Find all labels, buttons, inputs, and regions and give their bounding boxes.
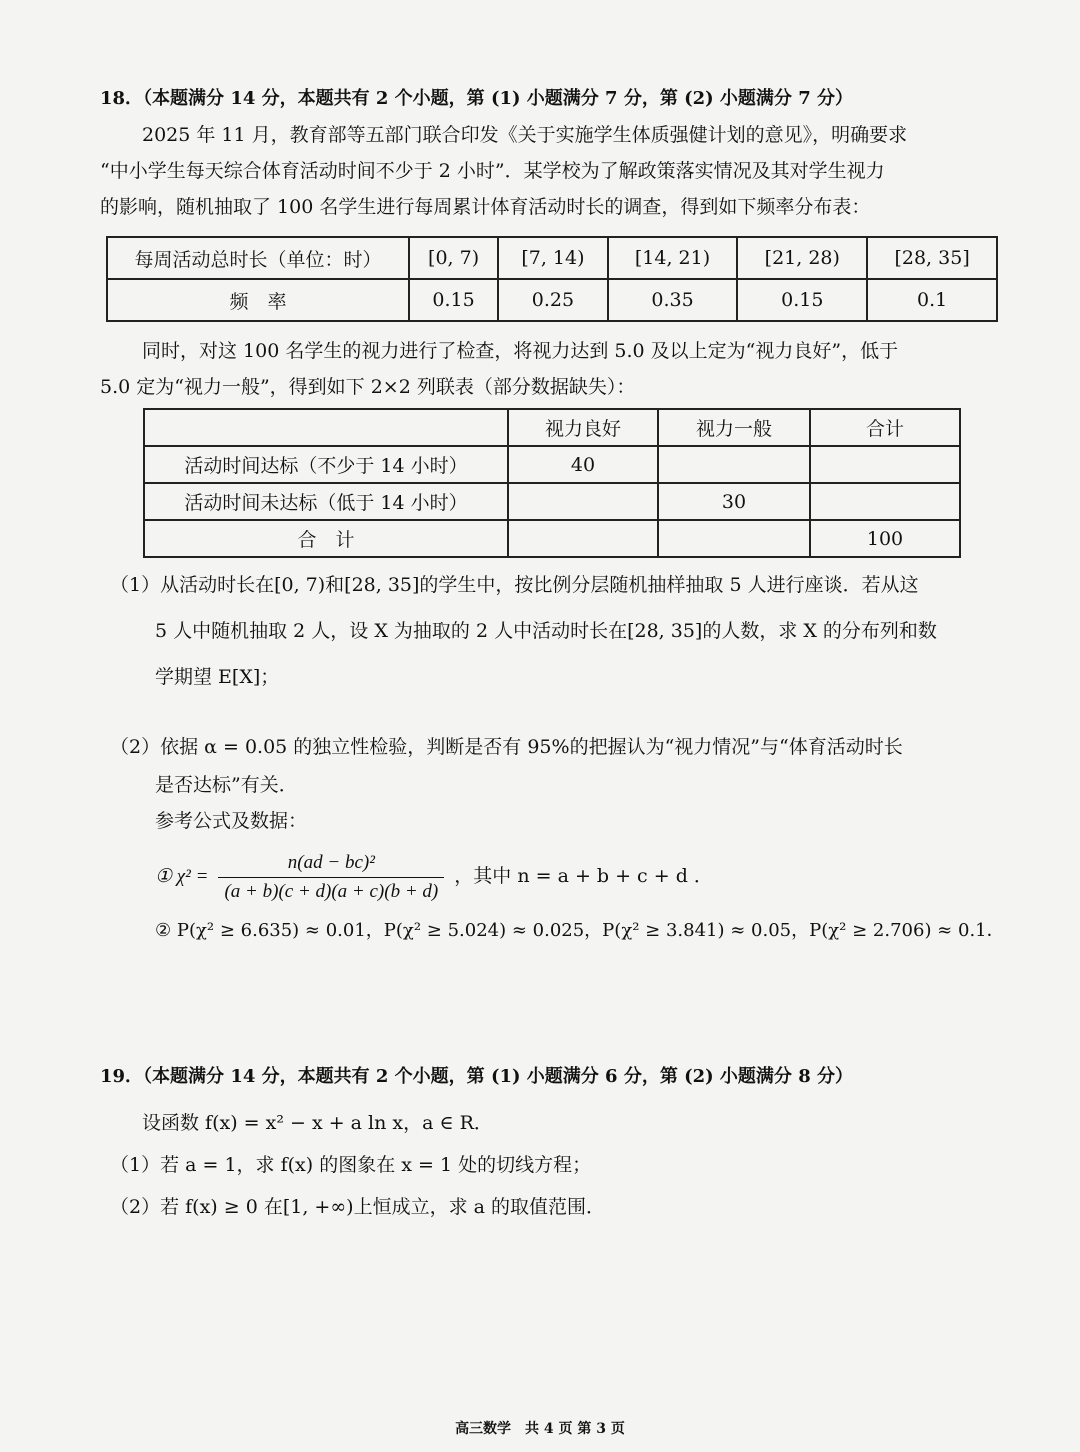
q18-mid-line1: 同时，对这 100 名学生的视力进行了检查，将视力达到 5.0 及以上定为“视力良好”，低于 [142,340,899,362]
contingency-col-header: 视力良好 [508,409,658,446]
contingency-cell [508,520,658,557]
contingency-cell [658,520,810,557]
chi-square-formula [155,848,713,905]
frequency-table-row-frequency [107,279,997,321]
frequency-cell: 0.25 [498,279,607,321]
frequency-table-row-intervals [107,237,997,279]
q18-intro-line1: 2025 年 11 月，教育部等五部门联合印发《关于实施学生体质强健计划的意见》，明确要求 [142,124,908,146]
contingency-cell [810,483,960,520]
q19-header: 19．（本题满分 14 分，本题共有 2 个小题，第 (1) 小题满分 6 分，第 (2) 小题满分 8 分） [100,1066,853,1087]
contingency-table [143,408,961,558]
contingency-cell [810,446,960,483]
frequency-table-header-duration: 每周活动总时长（单位：时） [107,237,409,279]
interval-cell: [7, 14) [498,237,607,279]
frequency-cell: 0.35 [608,279,738,321]
contingency-col-header: 视力一般 [658,409,810,446]
contingency-corner-cell [144,409,508,446]
contingency-cell [508,483,658,520]
contingency-row-label: 活动时间达标（不少于 14 小时） [144,446,508,483]
interval-cell: [0, 7) [409,237,498,279]
interval-cell: [21, 28) [737,237,867,279]
q18-part1-line3: 学期望 E[X]； [155,666,280,688]
frequency-cell: 0.15 [409,279,498,321]
contingency-cell [658,446,810,483]
contingency-row-total [144,520,960,557]
contingency-header-row [144,409,960,446]
contingency-col-header: 合计 [810,409,960,446]
q18-intro-line2: “中小学生每天综合体育活动时间不少于 2 小时”．某学校为了解政策落实情况及其对学生视力 [100,160,885,182]
formula-suffix: ，其中 n = a + b + c + d ． [454,865,713,887]
q18-part2-line1: （2）依据 α = 0.05 的独立性检验，判断是否有 95%的把握认为“视力情况”与“体育活动时长 [110,736,903,758]
q19-part2: （2）若 f(x) ≥ 0 在[1, +∞)上恒成立，求 a 的取值范围． [110,1196,605,1218]
frequency-cell: 0.1 [867,279,997,321]
frequency-table-header-frequency: 频 率 [107,279,409,321]
probability-data: ② P(χ² ≥ 6.635) ≈ 0.01，P(χ² ≥ 5.024) ≈ 0.025，P(χ² ≥ 3.841) ≈ 0.05，P(χ² ≥ 2.706) ≈ 0.1． [155,920,1005,941]
contingency-row-label: 合 计 [144,520,508,557]
formula-prefix: ① χ² = [155,866,209,887]
contingency-row [144,483,960,520]
contingency-row-label: 活动时间未达标（低于 14 小时） [144,483,508,520]
q19-part1: （1）若 a = 1，求 f(x) 的图象在 x = 1 处的切线方程； [110,1154,592,1176]
frequency-table [106,236,998,322]
contingency-row [144,446,960,483]
formula-numerator: n(ad − bc)² [218,851,444,878]
q18-intro-line3: 的影响，随机抽取了 100 名学生进行每周累计体育活动时长的调查，得到如下频率分布表： [100,196,871,218]
q18-header: 18．（本题满分 14 分，本题共有 2 个小题，第 (1) 小题满分 7 分，第 (2) 小题满分 7 分） [100,88,853,109]
q18-part1-line1: （1）从活动时长在[0, 7)和[28, 35]的学生中，按比例分层随机抽样抽取 5 人进行座谈．若从这 [110,574,919,596]
contingency-cell: 40 [508,446,658,483]
formula-fraction [218,851,444,904]
q18-part1-line2: 5 人中随机抽取 2 人，设 X 为抽取的 2 人中活动时长在[28, 35]的人数，求 X 的分布列和数 [155,620,937,642]
q19-intro: 设函数 f(x) = x² − x + a ln x，a ∈ R． [142,1112,493,1134]
formula-denominator: (a + b)(c + d)(a + c)(b + d) [224,880,439,902]
reference-title: 参考公式及数据： [155,810,308,832]
contingency-cell: 100 [810,520,960,557]
page-footer: 高三数学 共 4 页 第 3 页 [455,1421,625,1437]
interval-cell: [28, 35] [867,237,997,279]
frequency-cell: 0.15 [737,279,867,321]
interval-cell: [14, 21) [608,237,738,279]
q18-part2-line2: 是否达标”有关． [155,774,298,796]
contingency-cell: 30 [658,483,810,520]
q18-mid-line2: 5.0 定为“视力一般”，得到如下 2×2 列联表（部分数据缺失）： [100,376,636,398]
